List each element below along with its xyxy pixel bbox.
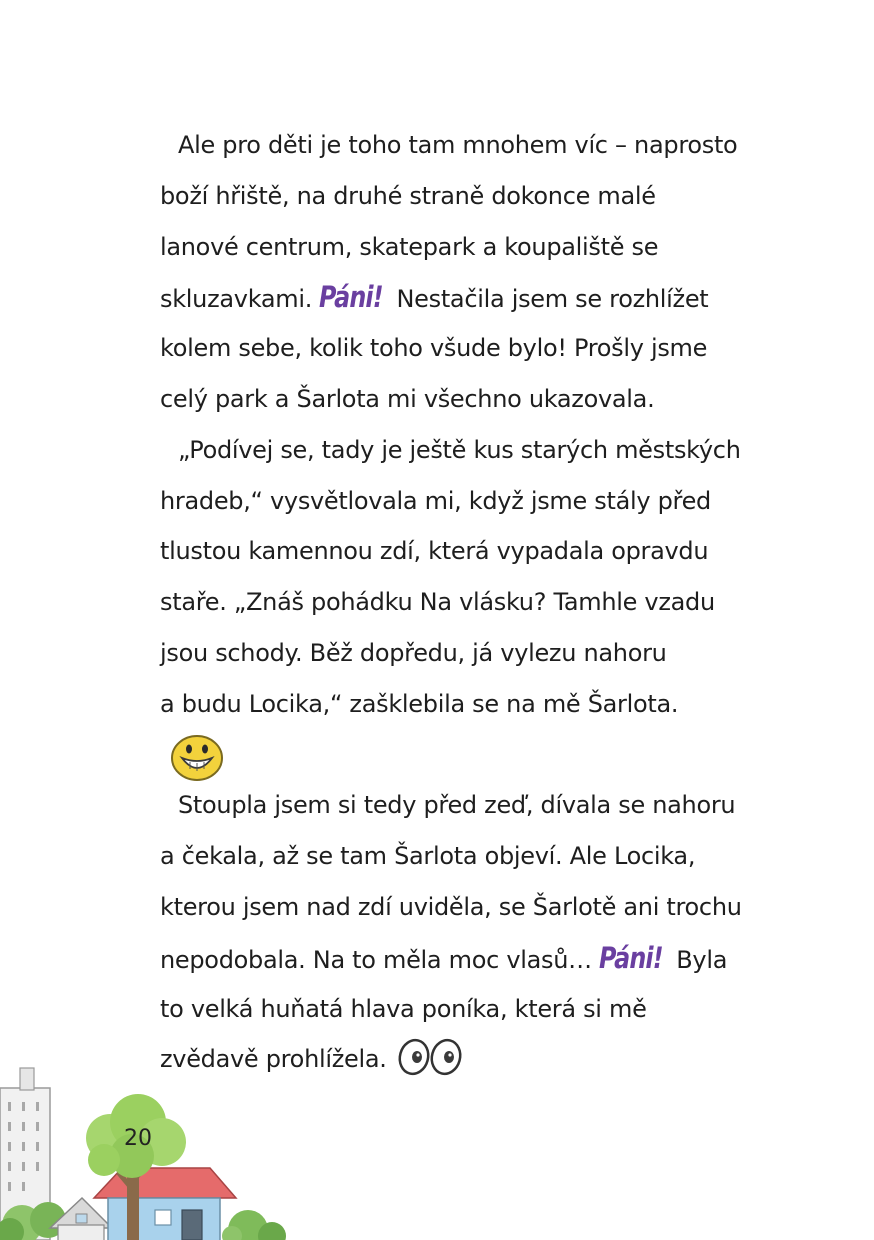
line-text: nepodobala. Na to měla moc vlasů… [160,945,600,974]
paragraph-line: Ale pro děti je toho tam mnohem víc – naprosto [178,131,738,159]
paragraph-line [160,933,760,984]
paragraph-line: Stoupla jsem si tedy před zeď, dívala se nahoru [178,791,736,820]
exclamation-pani: Páni! [599,940,663,975]
paragraph-line: tlustou kamennou zdí, která vypadala opravdu [160,537,709,566]
paragraph-line: to velká huňatá hlava poníka, která si mě [160,994,647,1023]
blue-house [94,1168,236,1240]
wide-eyes-icon [397,1037,465,1077]
paragraph-line: staře. „Znáš pohádku Na vlásku? Tamhle vzadu [160,588,715,617]
emoji-line [160,730,760,781]
line-text: Byla [668,945,728,974]
grinning-face-icon [170,732,224,782]
paragraph-line: jsou schody. Běž dopředu, já vylezu nahoru [160,638,667,667]
paragraph-line: a budu Locika,“ zašklebila se na mě Šarlota. [160,689,679,718]
paragraph-line: a čekala, až se tam Šarlota objeví. Ale Locika, [160,842,696,871]
paragraph-line: hradeb,“ vysvětlovala mi, když jsme stály před [160,486,711,515]
paragraph-line: celý park a Šarlota mi všechno ukazovala. [160,384,655,413]
paragraph-line: „Podívej se, tady je ještě kus starých městských [178,435,741,464]
paragraph-line: kolem sebe, kolik toho všude bylo! Prošly jsme [160,334,708,363]
line-text: Nestačila jsem se rozhlížet [389,285,709,314]
paragraph-line [160,272,760,323]
bushes [222,1210,286,1240]
paragraph-line: boží hřiště, na druhé straně dokonce malé [160,181,656,210]
paragraph-line: kterou jsem nad zdí uviděla, se Šarlotě ani trochu [160,892,742,921]
story-text [160,120,760,1085]
exclamation-pani: Páni! [319,280,384,315]
paragraph-line: lanové centrum, skatepark a koupaliště se [160,232,659,261]
line-text: skluzavkami. [160,285,320,314]
small-house [50,1198,112,1240]
page-number: 20 [124,1126,152,1151]
line-text: zvědavě prohlížela. [160,1045,387,1074]
